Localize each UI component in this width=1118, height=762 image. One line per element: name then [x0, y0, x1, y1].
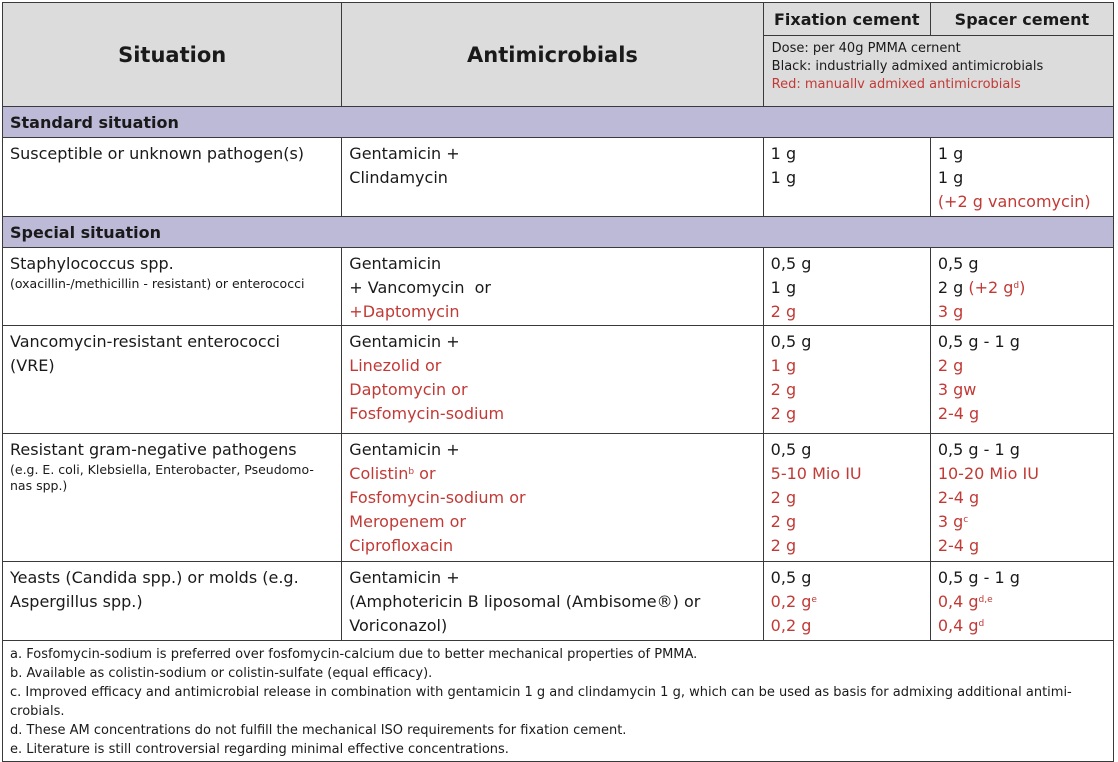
antimicrobials-cell: [342, 434, 763, 562]
situation-cell: [3, 562, 342, 641]
dose-amount: 0,4 g: [937, 592, 979, 611]
table-row: [3, 248, 1114, 326]
dose-value: 2 g: [770, 536, 797, 555]
footnote-a: a. Fosfomycin-sodium is preferred over fosfomycin-calcium due to better mechanical properties of PMMA.: [10, 647, 698, 662]
antimicrobial-table-page: [2, 2, 1114, 758]
dose-value: 1 g: [770, 144, 797, 163]
antimicrobials-cell: [342, 562, 763, 641]
dose-value: 0,5 g - 1 g: [937, 332, 1020, 351]
am-item: Gentamicin +: [349, 568, 460, 587]
situation-note: (oxacillin-/methicillin - resistant) or enterococci: [10, 276, 305, 291]
dose-value: 5-10 Mio IU: [770, 464, 862, 483]
footnote-b: b. Available as colistin-sodium or colistin-sulfate (equal efficacy).: [10, 666, 433, 681]
dose-value: 2 g: [770, 404, 797, 423]
dose-value: [938, 590, 1106, 614]
dose-value: 1 g: [770, 168, 797, 187]
situation-note: (e.g. E. coli, Klebsiella, Enterobacter, Pseudomo-nas spp.): [10, 462, 314, 493]
dose-amount: 2 g: [937, 278, 964, 297]
dose-value: (+2 g vancomycin): [937, 192, 1091, 211]
dose-value: 2-4 g: [937, 404, 980, 423]
dose-value: 0,5 g: [937, 254, 979, 273]
situation-text: Resistant gram-negative pathogens: [10, 440, 297, 459]
red-legend: Red: manuallv admixed antimicrobials: [771, 77, 1021, 92]
dose-value: 10-20 Mio IU: [937, 464, 1039, 483]
table-row: [3, 138, 1114, 217]
fixation-dose-cell: [763, 326, 930, 434]
dose-amount: 0,2 g: [770, 592, 812, 611]
footnote-c: c. Improved efficacy and antimicrobial release in combination with gentamicin 1 g and clindamycin 1 g, which can be used as basis for admixing additional antimi-crobials.: [10, 685, 1072, 719]
situation-cell: [3, 138, 342, 217]
dose-value: [771, 590, 923, 614]
situation-text: Vancomycin-resistant enterococci (VRE): [10, 332, 280, 375]
dose-extra-text: (+2 g: [968, 278, 1014, 297]
table-row: [3, 434, 1114, 562]
antimicrobials-cell: [342, 326, 763, 434]
dose-amount: 0,4 g: [937, 616, 979, 635]
dose-value: 2 g: [937, 356, 964, 375]
am-item: (Amphotericin B liposomal (Ambisome®) or: [349, 592, 701, 611]
footnote-ref: b: [408, 467, 415, 477]
dose-value: [938, 510, 1106, 534]
header-situation: Situation: [3, 3, 342, 107]
am-item: Gentamicin +: [349, 440, 460, 459]
footnote-ref: d: [1013, 281, 1020, 291]
dose-value: 0,5 g: [770, 332, 812, 351]
am-item: Gentamicin: [349, 254, 442, 273]
dose-value: 1 g: [937, 144, 964, 163]
am-name: Colistin: [349, 464, 409, 483]
dose-value: 2 g: [770, 512, 797, 531]
header-antimicrobials: Antimicrobials: [342, 3, 763, 107]
dose-value: 0,5 g: [770, 254, 812, 273]
dose-value: [938, 276, 1106, 300]
dose-value: 0,2 g: [770, 616, 812, 635]
situation-text: Yeasts (Candida spp.) or molds (e.g. Aspergillus spp.): [10, 568, 299, 611]
table-row: [3, 562, 1114, 641]
footnote-ref: d,e: [978, 595, 993, 605]
situation-text: Susceptible or unknown pathogen(s): [10, 144, 305, 163]
section-standard-situation: Standard situation: [3, 107, 1114, 138]
am-item: Linezolid or: [349, 356, 442, 375]
dose-value: 0,5 g - 1 g: [937, 568, 1020, 587]
dose-value: 0,5 g - 1 g: [937, 440, 1020, 459]
header-fixation-cement: Fixation cement: [763, 3, 930, 36]
dose-value: 1 g: [770, 278, 797, 297]
situation-cell: [3, 326, 342, 434]
footnote-e: e. Literature is still controversial regarding minimal effective concentrations.: [10, 742, 509, 757]
dose-value: 1 g: [937, 168, 964, 187]
spacer-dose-cell: [930, 248, 1113, 326]
dose-value: 3 gw: [937, 380, 977, 399]
dose-value: [938, 614, 1106, 638]
footnote-d: d. These AM concentrations do not fulfill the mechanical ISO requirements for fixation cement.: [10, 723, 627, 738]
situation-text: Staphylococcus spp.: [10, 254, 174, 273]
dose-value: 3 g: [937, 302, 964, 321]
am-item: Meropenem or: [349, 512, 466, 531]
fixation-dose-cell: [763, 138, 930, 217]
situation-cell: [3, 248, 342, 326]
section-special-situation: Special situation: [3, 217, 1114, 248]
spacer-dose-cell: [930, 434, 1113, 562]
dose-value: 2 g: [770, 380, 797, 399]
dose-value: 2-4 g: [937, 488, 980, 507]
dose-value: 2 g: [770, 302, 797, 321]
am-or: or: [414, 464, 436, 483]
fixation-dose-cell: [763, 562, 930, 641]
antimicrobial-dosage-table: [2, 2, 1114, 762]
dose-value: 0,5 g: [770, 568, 812, 587]
footnote-ref: c: [963, 515, 969, 525]
fixation-dose-cell: [763, 434, 930, 562]
spacer-dose-cell: [930, 562, 1113, 641]
am-item: Ciprofloxacin: [349, 536, 454, 555]
am-item: Fosfomycin-sodium: [349, 404, 505, 423]
am-item: Gentamicin +: [349, 144, 460, 163]
am-item: Clindamycin: [349, 168, 448, 187]
dose-value: 1 g: [770, 356, 797, 375]
dose-value: 0,5 g: [770, 440, 812, 459]
footnote-ref: e: [811, 595, 817, 605]
am-item: Daptomycin or: [349, 380, 468, 399]
table-row: [3, 326, 1114, 434]
footnote-ref: d: [978, 619, 985, 629]
dose-value: 2 g: [770, 488, 797, 507]
dose-extra-close: ): [1019, 278, 1026, 297]
black-legend: Black: industrially admixed antimicrobials: [771, 59, 1044, 74]
am-item: + Vancomycin or: [349, 278, 491, 297]
am-item: Voriconazol): [349, 616, 448, 635]
am-item: [349, 462, 755, 486]
header-spacer-cement: Spacer cement: [930, 3, 1113, 36]
spacer-dose-cell: [930, 326, 1113, 434]
dose-amount: 3 g: [937, 512, 964, 531]
spacer-dose-cell: [930, 138, 1113, 217]
dose-value: 2-4 g: [937, 536, 980, 555]
dose-note: Dose: per 40g PMMA cernent: [771, 41, 961, 56]
antimicrobials-cell: [342, 138, 763, 217]
header-legend: [763, 36, 1113, 107]
am-item: Fosfomycin-sodium or: [349, 488, 526, 507]
dose-extra: [968, 278, 1025, 297]
antimicrobials-cell: [342, 248, 763, 326]
fixation-dose-cell: [763, 248, 930, 326]
am-item: Gentamicin +: [349, 332, 460, 351]
footnotes: [3, 641, 1114, 762]
am-item: +Daptomycin: [349, 302, 460, 321]
situation-cell: [3, 434, 342, 562]
